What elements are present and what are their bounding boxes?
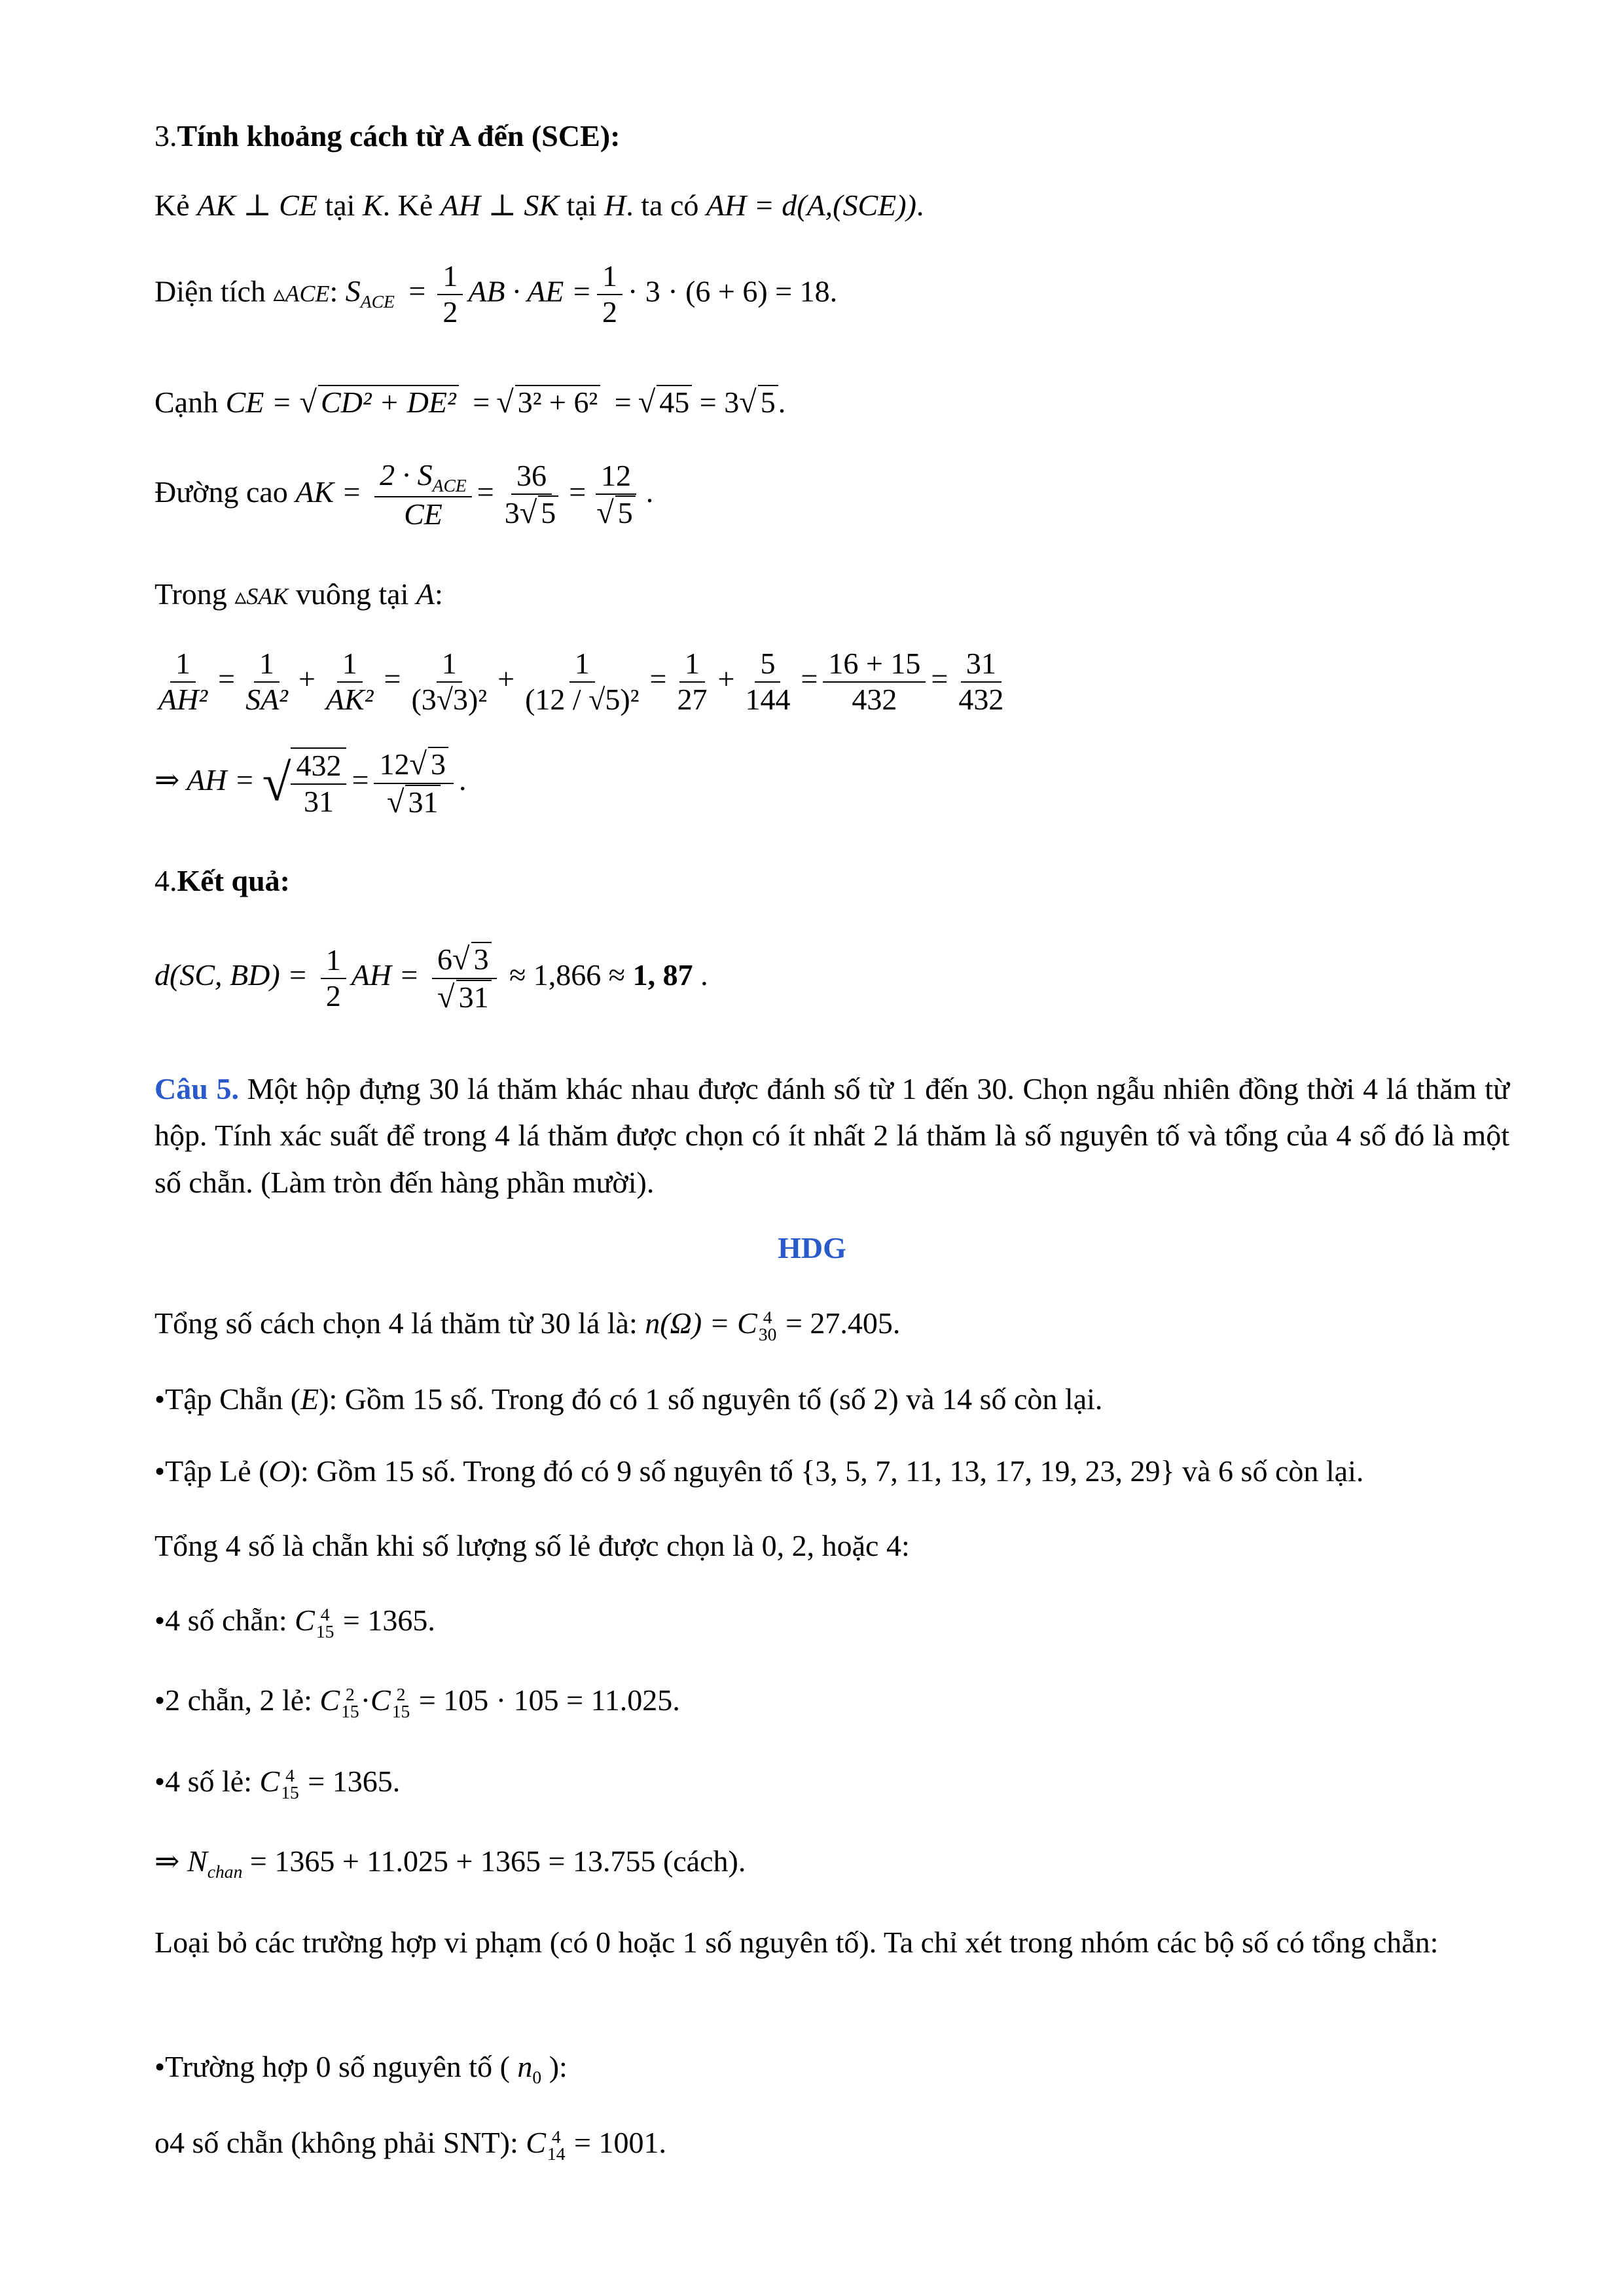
triangle-sak: ▵SAK bbox=[234, 583, 289, 609]
num-12: 12 bbox=[379, 747, 410, 781]
triangle-sak-line bbox=[154, 576, 443, 612]
period: . bbox=[829, 274, 838, 308]
reciprocal-equation: $\frac{1}{\text{AH²}}$ = $\frac{1}{\text{SA²}}$ + $\frac{1}{\text{AK²}}$ = $\frac{1}{\text{(3√3)²}}$ + $\frac{1}{\text{(12 / √5)²}}$ = $\frac{1}{27}$ + $\frac{5}{144}$ = $\frac{16 + 15}{432}$ = $\frac{31}{432}$ bbox=[148, 647, 1014, 717]
n-even-total bbox=[154, 1843, 746, 1882]
half-num: 1 bbox=[437, 259, 463, 295]
num: 1 bbox=[337, 647, 363, 683]
n-subscript-0: 0 bbox=[532, 2067, 542, 2088]
den: 432 bbox=[852, 682, 897, 716]
unit-cach: (cách). bbox=[662, 1844, 746, 1878]
total-ways-value: = 27.405 bbox=[785, 1306, 893, 1340]
sqrt-45: 45 bbox=[657, 385, 692, 420]
comb-c: C bbox=[370, 1683, 391, 1717]
period: . bbox=[458, 763, 467, 797]
text-ta-co: . ta có bbox=[626, 188, 699, 222]
num-6: 6 bbox=[437, 942, 453, 976]
math-ab-ae: AB · AE = bbox=[468, 274, 592, 308]
comb-sub: 15 bbox=[341, 1701, 359, 1722]
num: 1 bbox=[254, 647, 280, 683]
area-label: Diện tích bbox=[154, 274, 266, 308]
frac-num-sub: ACE bbox=[432, 475, 467, 496]
sqrt-3-6: 3² + 6² bbox=[515, 385, 601, 420]
comb-sub: 15 bbox=[281, 1782, 299, 1803]
half-den: 2 bbox=[442, 295, 458, 329]
bullet: • bbox=[154, 1382, 166, 1416]
math-implies-n: ⇒ N bbox=[154, 1844, 208, 1878]
odd-set-line bbox=[154, 1453, 1363, 1489]
section-3-number: 3. bbox=[154, 119, 177, 152]
comb-15-2-a bbox=[341, 1686, 359, 1720]
colon: : bbox=[434, 577, 443, 611]
ah-result-line: ⇒ AH = √ $\frac{432}{31}$ = $\frac{12√ 3}{√ 31}$ . bbox=[154, 747, 467, 819]
eq-frac-5 bbox=[520, 647, 644, 717]
num: 1 bbox=[679, 647, 705, 683]
text-tai: tại bbox=[325, 188, 355, 222]
num: 5 bbox=[755, 647, 780, 683]
math-a: A bbox=[416, 577, 435, 611]
total-ways-line bbox=[154, 1305, 900, 1344]
num: 1 bbox=[437, 647, 462, 683]
num: 16 + 15 bbox=[823, 647, 926, 683]
triangle-ace: ▵ACE bbox=[273, 280, 330, 307]
section-4-number: 4. bbox=[154, 864, 177, 897]
eq-frac-6 bbox=[672, 647, 713, 717]
sqrt-fraction bbox=[291, 747, 346, 819]
even-sum-condition: Tổng 4 số là chẵn khi số lượng số lẻ được chọn là 0, 2, hoặc 4: bbox=[154, 1529, 910, 1562]
edge-label: Cạnh bbox=[154, 386, 219, 419]
den-31: 31 bbox=[303, 784, 334, 818]
comb-c: C bbox=[526, 2126, 546, 2159]
bullet: • bbox=[154, 1454, 166, 1488]
math-ah: AH = bbox=[351, 958, 420, 992]
eq-frac-1 bbox=[153, 647, 213, 717]
case-value: = 1001 bbox=[574, 2126, 659, 2159]
equals-2: = bbox=[614, 386, 632, 419]
comb-sup: 4 bbox=[763, 1307, 772, 1328]
case-two-two bbox=[154, 1682, 680, 1721]
ah-fraction: $\frac{12√ 3}{√ 31}$ bbox=[374, 746, 454, 820]
period: . bbox=[672, 1683, 680, 1717]
construction-line bbox=[154, 187, 924, 223]
height-line: Đường cao AK = $\frac{2 \cdot S_{ACE}}{CE}$ = $\frac{36}{3√ 5}$ = $\frac{12}{√ 5}$ . bbox=[154, 458, 654, 531]
half-den-2: 2 bbox=[602, 295, 617, 329]
num: 1 bbox=[170, 647, 196, 683]
bullet: • bbox=[154, 2050, 166, 2083]
math-ah-distance: AH = d(A,(SCE)) bbox=[706, 188, 916, 222]
area-symbol bbox=[345, 274, 395, 312]
text-ke: Kẻ bbox=[154, 188, 190, 222]
half-num-2: 1 bbox=[597, 259, 623, 295]
period: . bbox=[778, 386, 786, 419]
num: 1 bbox=[569, 647, 595, 683]
comb-sub: 15 bbox=[391, 1701, 410, 1722]
n-subscript: chan bbox=[207, 1861, 243, 1882]
case-value: = 1365 bbox=[342, 1604, 428, 1637]
sqrt-cd-de: CD² + DE² bbox=[318, 385, 459, 420]
math-ce: CE = bbox=[225, 386, 292, 419]
comb-30-4 bbox=[759, 1309, 777, 1343]
comb-sub: 15 bbox=[316, 1621, 334, 1642]
odd-set-suffix: và 6 số còn lại. bbox=[1182, 1454, 1364, 1488]
comb-sup: 4 bbox=[285, 1765, 295, 1786]
math-area-value: · 3 · (6 + 6) = 18 bbox=[627, 274, 830, 308]
even-set-text: ): Gồm 15 số. Trong đó có 1 số nguyên tố (số 2) và 14 số còn lại. bbox=[319, 1382, 1103, 1416]
period: . bbox=[659, 2126, 666, 2159]
comb-sup: 4 bbox=[320, 1604, 330, 1625]
frac-num-2s: 2 · S bbox=[380, 458, 433, 492]
odd-set-prefix: Tập Lẻ ( bbox=[165, 1454, 269, 1488]
question-5-label: Câu 5. bbox=[154, 1072, 239, 1105]
frac-den-3: 3 bbox=[504, 496, 520, 530]
comb-c: C bbox=[319, 1683, 340, 1717]
frac-den-sqrt5-2: 5 bbox=[615, 495, 636, 530]
case-value: = 105 · 105 = 11.025 bbox=[418, 1683, 673, 1717]
odd-set-text: ): Gồm 15 số. Trong đó có 9 số nguyên tố bbox=[290, 1454, 793, 1488]
num-sqrt3: 3 bbox=[471, 942, 492, 977]
comb-14-4 bbox=[547, 2128, 566, 2162]
case-label: o4 số chẵn (không phải SNT): bbox=[154, 2126, 518, 2159]
case-zero-suffix: ): bbox=[549, 2050, 568, 2083]
eq-frac-7 bbox=[740, 647, 795, 717]
comb-15-4-b bbox=[281, 1767, 299, 1801]
s-letter: S bbox=[345, 274, 361, 308]
half-fraction-1 bbox=[437, 259, 463, 330]
frac-num-12: 12 bbox=[596, 459, 636, 495]
num-sqrt3: 3 bbox=[428, 747, 448, 781]
math-distance: d(SC, BD) = bbox=[154, 958, 308, 992]
odd-primes-set: {3, 5, 7, 11, 13, 17, 19, 23, 29} bbox=[801, 1454, 1175, 1488]
num: 31 bbox=[961, 647, 1001, 683]
math-h: H bbox=[604, 188, 626, 222]
den-2: 2 bbox=[325, 978, 341, 1013]
total-ways-text: Tổng số cách chọn 4 lá thăm từ 30 lá là: bbox=[154, 1306, 638, 1340]
case-zero-primes bbox=[154, 2049, 568, 2088]
final-answer: 1, 87 bbox=[632, 958, 693, 992]
text-tai-2: tại bbox=[566, 188, 597, 222]
eq-frac-9 bbox=[953, 647, 1009, 717]
eq-frac-8 bbox=[823, 647, 926, 717]
frac-den-sqrt5: 5 bbox=[538, 495, 558, 530]
dot: · bbox=[360, 1683, 371, 1717]
even-set-prefix: Tập Chẵn ( bbox=[165, 1382, 301, 1416]
half-fraction-2 bbox=[597, 259, 623, 330]
exclude-paragraph: Loại bỏ các trường hợp vi phạm (có 0 hoặc 1 số nguyên tố). Ta chỉ xét trong nhóm các bộ số có tổng chẵn: bbox=[154, 1926, 1439, 1959]
den: (3√3)² bbox=[411, 682, 488, 716]
comb-sub: 14 bbox=[547, 2144, 566, 2164]
period: . bbox=[427, 1604, 435, 1637]
vuong-tai: vuông tại bbox=[295, 577, 409, 611]
half-fraction-3 bbox=[321, 943, 346, 1014]
eq-frac-2 bbox=[240, 647, 293, 717]
comb-c: C bbox=[295, 1604, 315, 1637]
math-n-omega: n(Ω) = C bbox=[645, 1306, 757, 1340]
period: . bbox=[892, 1306, 901, 1340]
den-sqrt31: 31 bbox=[456, 980, 492, 1014]
height-fraction-3: $\frac{12}{√ 5}$ bbox=[591, 459, 641, 531]
sqrt-5: 5 bbox=[758, 385, 778, 420]
math-o: O bbox=[268, 1454, 291, 1488]
math-k: K bbox=[362, 188, 383, 222]
comb-sup: 2 bbox=[396, 1684, 406, 1705]
section-3-title: Tính khoảng cách từ A đến (SCE): bbox=[177, 119, 621, 152]
comb-15-4 bbox=[316, 1606, 334, 1640]
equals-1: = bbox=[473, 386, 490, 419]
approx-value: ≈ 1,866 ≈ bbox=[509, 958, 626, 992]
period: . bbox=[916, 188, 924, 222]
bullet: • bbox=[154, 1683, 166, 1717]
eq-frac-4 bbox=[406, 647, 492, 717]
hdg-heading: HDG bbox=[778, 1231, 846, 1265]
n-even-value: = 1365 + 11.025 + 1365 = 13.755 bbox=[249, 1844, 656, 1878]
period: . bbox=[700, 958, 708, 992]
math-implies-ah: ⇒ AH = bbox=[154, 763, 255, 797]
comb-sup: 2 bbox=[346, 1684, 355, 1705]
den: AH² bbox=[158, 682, 208, 716]
comb-15-2-b bbox=[392, 1686, 410, 1720]
math-n: n bbox=[517, 2050, 533, 2083]
den-sqrt31: 31 bbox=[405, 785, 441, 819]
height-fraction-2: $\frac{36}{3√ 5}$ bbox=[499, 459, 564, 531]
bullet: • bbox=[154, 1604, 166, 1637]
question-5 bbox=[154, 1066, 1509, 1206]
case-value: = 1365 bbox=[308, 1765, 393, 1798]
den: SA² bbox=[245, 682, 288, 716]
case-label: 2 chẵn, 2 lẻ: bbox=[165, 1683, 312, 1717]
question-5-text: Một hộp đựng 30 lá thăm khác nhau được đánh số từ 1 đến 30. Chọn ngẫu nhiên đồng thời 4 lá thăm từ hộp. Tính xác suất để trong 4 lá thăm được chọn có ít nhất 2 lá thăm là số nguyên tố và tổng của 4 số đó là một số chẵn. (Làm tròn đến hàng phần mười). bbox=[154, 1072, 1509, 1199]
math-ak-perp-ce: AK ⊥ CE bbox=[197, 188, 317, 222]
den: 144 bbox=[745, 682, 791, 716]
case-label: 4 số chẵn: bbox=[165, 1604, 287, 1637]
math-e: E bbox=[300, 1382, 319, 1416]
den: 27 bbox=[677, 682, 708, 716]
result-fraction: $\frac{6√ 3}{√ 31}$ bbox=[432, 941, 497, 1015]
case-four-odd bbox=[154, 1763, 400, 1802]
section-4-heading bbox=[154, 863, 290, 899]
eq-frac-3 bbox=[321, 647, 379, 717]
den: 432 bbox=[958, 682, 1004, 716]
even-set-line bbox=[154, 1381, 1102, 1417]
text-ke-2: . Kẻ bbox=[382, 188, 433, 222]
math-ak: AK = bbox=[295, 475, 362, 509]
frac-num-36: 36 bbox=[511, 459, 552, 495]
colon: : bbox=[329, 274, 338, 308]
four-even-non-prime bbox=[154, 2125, 666, 2163]
period: . bbox=[645, 475, 654, 509]
area-line: Diện tích ▵ACE: $S_{ACE}$ = $\frac{1}{2}$ AB · AE = $\frac{1}{2}$ · 3 · (6 + 6) = 18. bbox=[154, 259, 838, 329]
den: (12 / √5)² bbox=[525, 682, 640, 716]
case-zero-prefix: Trường hợp 0 số nguyên tố ( bbox=[165, 2050, 510, 2083]
section-4-title: Kết quả: bbox=[177, 864, 290, 897]
case-four-even bbox=[154, 1602, 435, 1641]
num-1: 1 bbox=[321, 943, 346, 979]
comb-c: C bbox=[259, 1765, 280, 1798]
trong-label: Trong bbox=[154, 577, 227, 611]
case-label: 4 số lẻ: bbox=[165, 1765, 252, 1798]
den: AK² bbox=[325, 682, 374, 716]
result-line bbox=[154, 941, 708, 1015]
comb-sub: 30 bbox=[758, 1324, 777, 1345]
period: . bbox=[392, 1765, 401, 1798]
equals-3: = 3 bbox=[699, 386, 740, 419]
section-3-heading bbox=[154, 118, 620, 154]
edge-line: Cạnh CE = √ CD² + DE² = √ 3² + 6² = √ 45 = 3√ 5. bbox=[154, 385, 786, 420]
num-432: 432 bbox=[291, 749, 346, 785]
math-ah-perp-sk: AH ⊥ SK bbox=[440, 188, 560, 222]
bullet: • bbox=[154, 1765, 166, 1798]
s-subscript: ACE bbox=[360, 291, 395, 312]
height-fraction-1 bbox=[374, 458, 472, 532]
height-label: Đường cao bbox=[154, 475, 288, 509]
frac-den-ce: CE bbox=[404, 497, 442, 531]
comb-sup: 4 bbox=[551, 2126, 561, 2147]
